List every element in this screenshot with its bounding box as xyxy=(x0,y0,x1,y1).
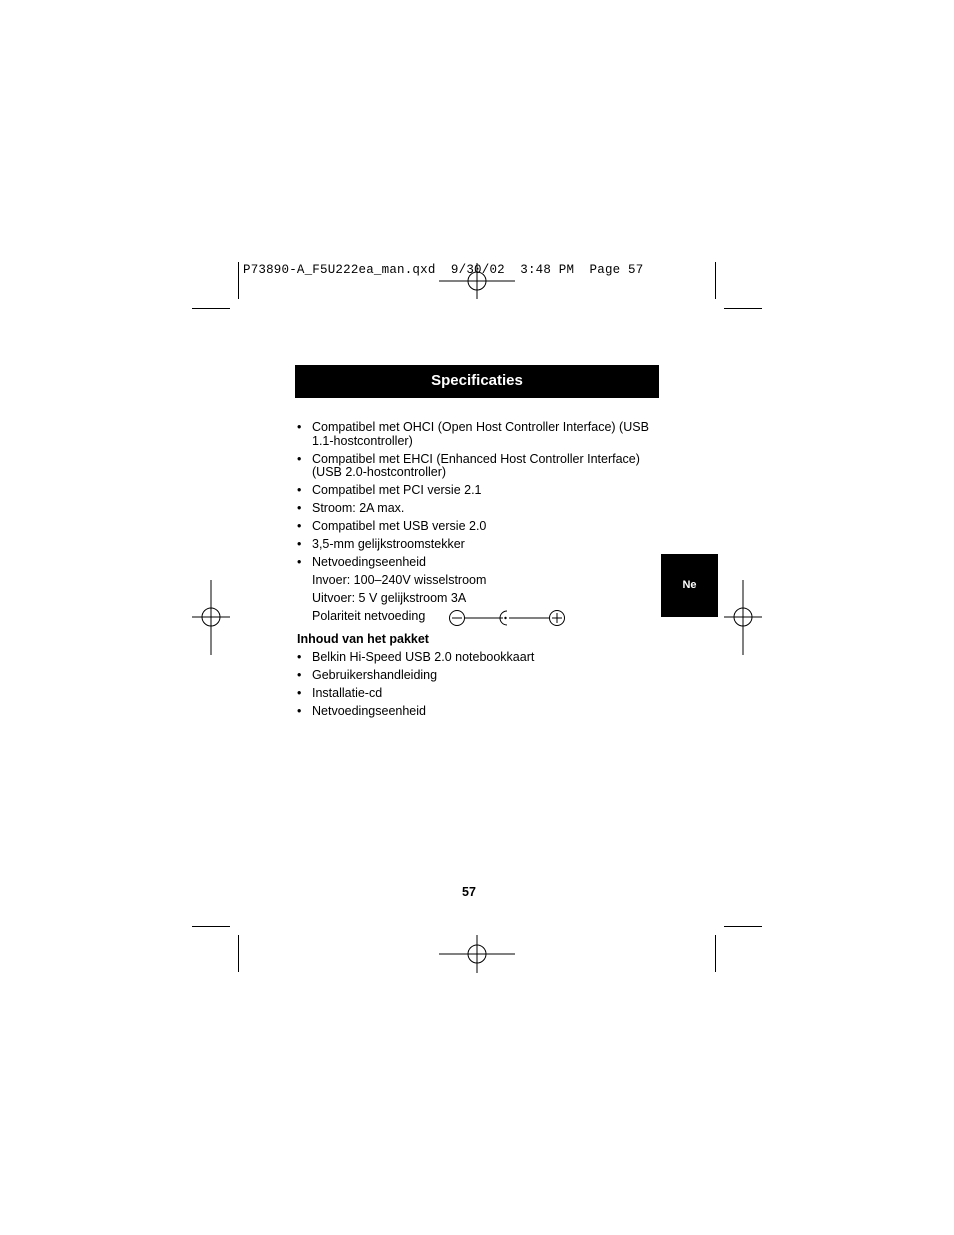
list-item: • Stroom: 2A max. xyxy=(297,501,405,515)
list-item: • Installatie-cd xyxy=(297,686,383,700)
power-input: Invoer: 100–240V wisselstroom xyxy=(312,573,487,587)
list-item: • Belkin Hi-Speed USB 2.0 notebookkaart xyxy=(297,650,535,664)
list-item: • Netvoedingseenheid xyxy=(297,555,426,569)
power-polarity xyxy=(297,610,657,628)
crop-mark xyxy=(724,308,762,309)
power-output: Uitvoer: 5 V gelijkstroom 3A xyxy=(312,591,467,605)
list-item: • 3,5-mm gelijkstroomstekker xyxy=(297,537,465,551)
package-list xyxy=(297,651,657,719)
crop-mark xyxy=(238,935,239,972)
list-item: • Compatibel met EHCI (Enhanced Host Controller Interface) (USB 2.0-hostcontroller) xyxy=(297,451,640,479)
page-number: 57 xyxy=(462,885,476,899)
crop-mark xyxy=(715,262,716,299)
list-item: • Compatibel met PCI versie 2.1 xyxy=(297,483,482,497)
crop-mark xyxy=(192,926,230,927)
polarity-diagram-icon xyxy=(447,608,567,628)
spec-content xyxy=(297,421,657,723)
package-heading: Inhoud van het pakket xyxy=(297,631,429,646)
registration-mark-icon xyxy=(439,263,515,299)
list-item: • Compatibel met OHCI (Open Host Controller Interface) (USB 1.1-hostcontroller) xyxy=(297,420,649,448)
list-item: • Gebruikershandleiding xyxy=(297,668,438,682)
language-tab: Ne xyxy=(661,554,718,617)
list-item: • Compatibel met USB versie 2.0 xyxy=(297,519,487,533)
page-title: Specificaties xyxy=(295,365,659,398)
registration-mark-icon xyxy=(724,580,762,655)
print-slug: P73890-A_F5U222ea_man.qxd 9/30/02 3:48 PM Page 57 xyxy=(243,263,644,277)
crop-mark xyxy=(715,935,716,972)
crop-mark xyxy=(192,308,230,309)
registration-mark-icon xyxy=(439,935,515,973)
crop-mark xyxy=(238,262,239,299)
crop-mark xyxy=(724,926,762,927)
list-item: • Netvoedingseenheid xyxy=(297,704,426,718)
registration-mark-icon xyxy=(192,580,230,655)
spec-list xyxy=(297,421,657,570)
polarity-label: Polariteit netvoeding xyxy=(312,609,426,623)
